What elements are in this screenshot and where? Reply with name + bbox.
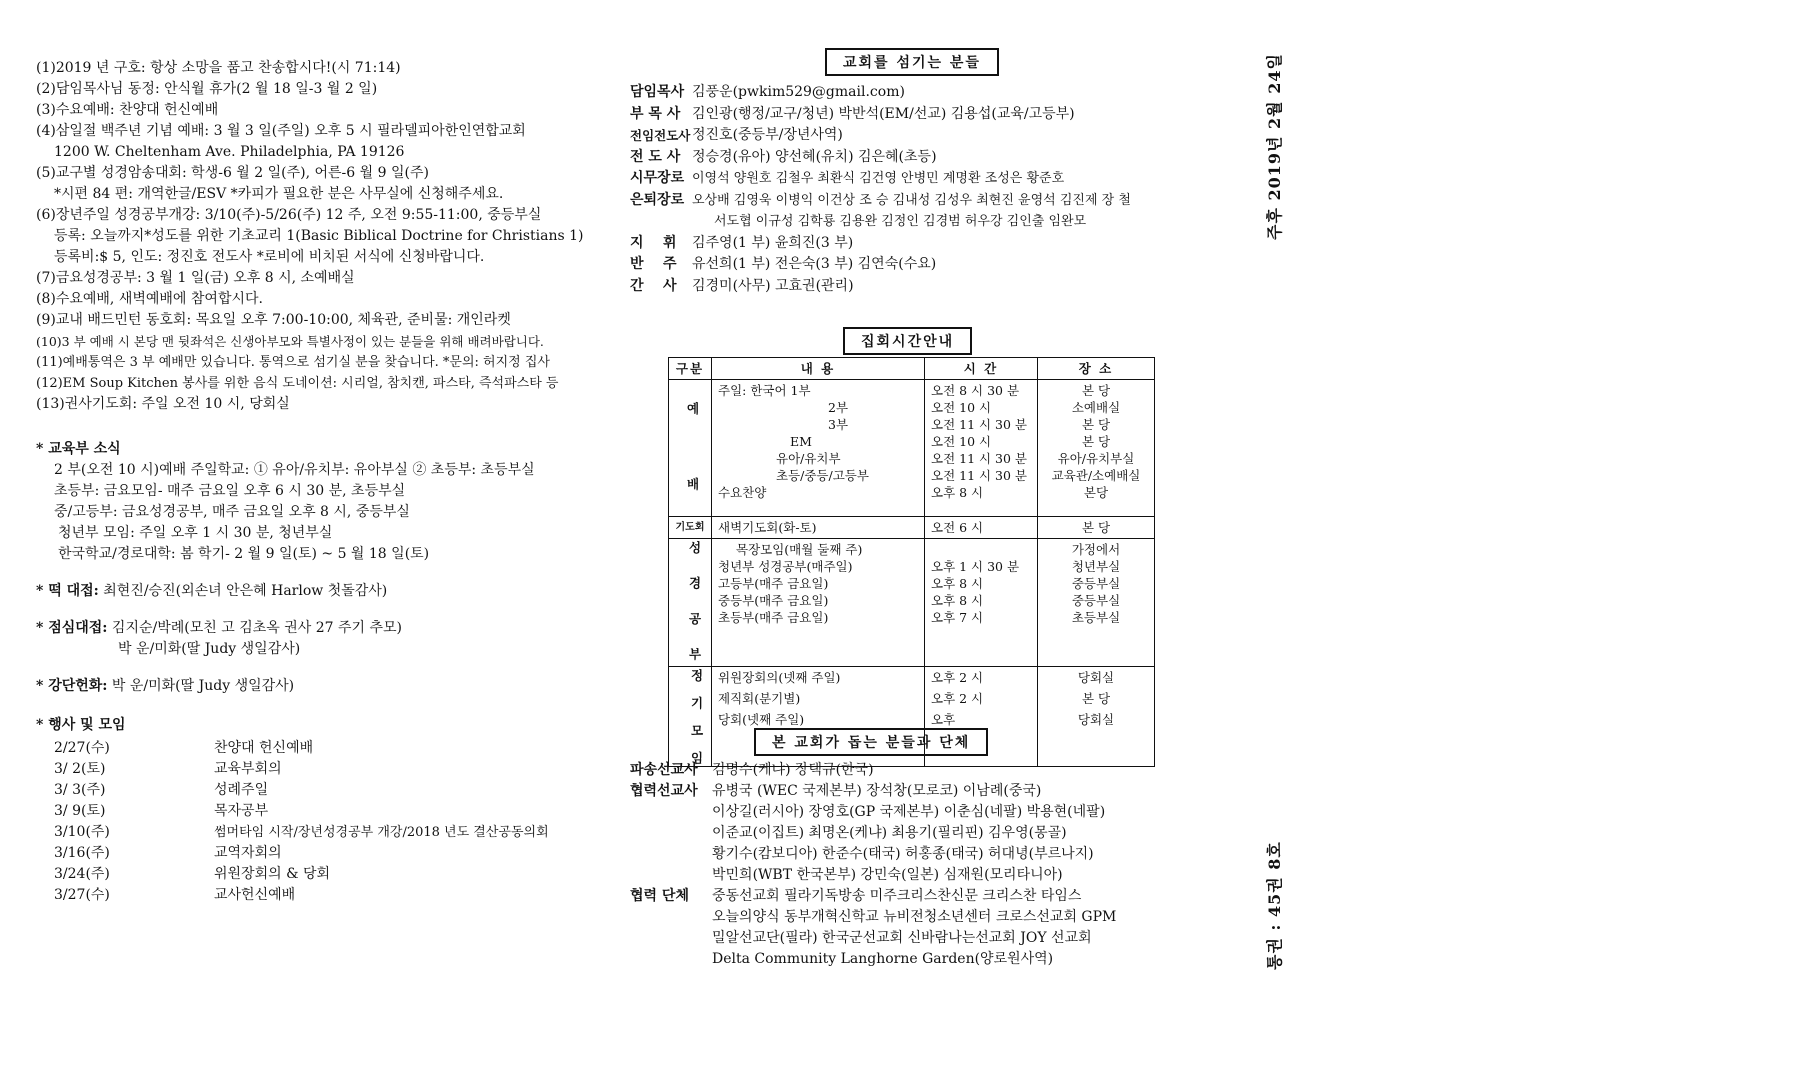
staff-role: 담임목사 [630,84,685,100]
staff-names: 이영석 양원호 김철우 최환식 김건영 안병민 계명환 조성은 황준호 [692,171,1065,186]
event-desc: 교사헌신예배 [214,887,296,903]
staff-names: 서도협 이규성 김학룡 김용완 김정인 김경범 허우강 김인출 임완모 [714,214,1087,229]
schedule-header-row [669,358,1155,380]
bible-time [925,539,1038,667]
notices-column [36,58,596,906]
event-desc: 교육부회의 [214,761,282,777]
bulletin-date: 주후 2019년 2월 24일 [1265,53,1284,240]
mission-names: 오늘의양식 동부개혁신학교 뉴비전청소년센터 크로스선교회 GPM [712,909,1117,925]
mission-names: 이준교(이집트) 최명온(케냐) 최용기(필리핀) 김우영(몽골) [712,825,1067,841]
rice-cake-line [36,581,596,602]
worship-time-line: 오전 8 시 30 분 [931,383,1020,398]
meet-time-line: 오후 2 시 [931,691,984,706]
event-item [36,738,596,759]
staff-names: 유선희(1 부) 전은숙(3 부) 김연숙(수요) [692,256,937,272]
staff-names: 김인광(행정/교구/청년) 박반석(EM/선교) 김용섭(교육/고등부) [692,105,1075,122]
mission-row-continued [630,865,1230,886]
worship-place-line: 본 당 [1081,434,1111,449]
staff-names: 김경미(사무) 고효권(관리) [692,277,854,294]
events-list [36,738,596,906]
staff-title: 교회를 섬기는 분들 [825,48,999,76]
mission-row-continued [630,802,1230,823]
mission-list [630,760,1230,970]
meet-place [1038,667,1155,767]
schedule-title: 집회시간안내 [843,327,972,355]
bible-time-line: 오후 8 시 [931,576,984,591]
event-desc: 썸머타임 시작/장년성경공부 개강/2018 년도 결산공동의회 [214,825,549,840]
dawn-content: 새벽기도회(화-토) [712,517,925,539]
header-category: 구분 [669,358,712,380]
meet-label: 정 기 모 임 [669,667,712,767]
bible-content-line: 청년부 성경공부(매주일) [718,559,853,574]
flowers-label: * 강단헌화: [36,678,108,694]
bible-place-line: 청년부실 [1071,559,1121,574]
mission-names: Delta Community Langhorne Garden(양로원사역) [712,951,1054,967]
bible-place-line: 중등부실 [1071,576,1121,591]
meet-content-line: 당회(넷째 주일) [718,712,805,727]
rice-cake-text: 최현진/승진(외손녀 안은혜 Harlow 첫돌감사) [103,583,388,599]
staff-role: 지 휘 [630,234,677,251]
mission-row-continued [630,928,1230,949]
bible-place [1038,539,1155,667]
event-desc: 위원장회의 & 당회 [214,866,331,882]
staff-row [630,82,1220,104]
notice-6: (6)장년주일 성경공부개강: 3/10(주)-5/26(주) 12 주, 오전 9:55-11:00, 중등부실 [36,207,542,223]
event-date: 3/ 3(주) [54,782,106,798]
meet-content-line: 위원장회의(넷째 주일) [718,670,841,685]
bible-place-line: 중등부실 [1071,593,1121,608]
bible-content-line: 목장모임(매월 둘째 주) [736,542,863,557]
schedule-table [668,357,1155,767]
meet-place-line: 본 당 [1081,691,1111,706]
lunch-text-2: 박 운/미화(딸 Judy 생일감사) [118,641,301,657]
mission-names: 박민희(WBT 한국본부) 강민숙(일본) 심재원(모리타니아) [712,867,1063,883]
worship-place-line: 본 당 [1081,383,1111,398]
worship-content-line: EM [790,434,812,449]
education-title: * 교육부 소식 [36,441,121,457]
notice-4-address: 1200 W. Cheltenham Ave. Philadelphia, PA 19126 [54,144,405,160]
meet-time-line: 오후 [931,712,956,727]
worship-time-line: 오후 8 시 [931,485,984,500]
meet-place-line: 당회실 [1077,712,1115,727]
bible-label: 성 경 공 부 [669,539,712,667]
worship-time-line: 오전 11 시 30 분 [931,468,1028,483]
meet-place-line: 당회실 [1077,670,1115,685]
event-item [36,864,596,885]
event-item [36,801,596,822]
bible-content-line: 중등부(매주 금요일) [718,593,829,608]
worship-label: 예 배 [669,380,712,517]
mission-row-continued [630,823,1230,844]
bible-content-line: 초등부(매주 금요일) [718,610,829,625]
notice-5-detail: *시편 84 편: 개역한글/ESV *카피가 필요한 분은 사무실에 신청해주세요. [54,186,504,202]
notice-5: (5)교구별 성경암송대회: 학생-6 월 2 일(주), 어른-6 월 9 일(주) [36,165,429,181]
education-line-5: 한국학교/경로대학: 봄 학기- 2 월 9 일(토) ~ 5 월 18 일(토) [58,546,430,562]
dawn-time: 오전 6 시 [925,517,1038,539]
event-date: 3/16(주) [54,845,110,861]
mission-title: 본 교회가 돕는 분들과 단체 [754,728,988,756]
staff-row [630,125,1220,147]
staff-role: 부 목 사 [630,105,681,122]
education-line-2: 초등부: 금요모임- 매주 금요일 오후 6 시 30 분, 초등부실 [54,483,406,499]
notice-2: (2)담임목사님 동정: 안식월 휴가(2 월 18 일-3 월 2 일) [36,81,378,97]
worship-time-line: 오전 11 시 30 분 [931,451,1028,466]
schedule-row-worship [669,380,1155,517]
mission-row-continued [630,949,1230,970]
worship-place-line: 소예배실 [1071,400,1121,415]
flowers-line [36,676,596,697]
event-desc: 성례주일 [214,782,269,798]
events-title: * 행사 및 모임 [36,717,126,733]
mission-category: 협력 단체 [630,888,689,904]
staff-row [630,276,1220,298]
staff-row [630,254,1220,276]
staff-names: 김풍운(pwkim529@gmail.com) [692,84,905,100]
mission-row [630,781,1230,802]
staff-row [630,233,1220,255]
event-date: 3/10(주) [54,824,110,840]
schedule-row-bible [669,539,1155,667]
worship-content-line: 초등/중등/고등부 [776,468,869,483]
mission-names: 황기수(캄보디아) 한준수(태국) 허홍종(태국) 허대녕(부르나지) [712,846,1094,862]
bible-place-line: 초등부실 [1071,610,1121,625]
notice-6-detail-1: 등록: 오늘까지*성도를 위한 기초교리 1(Basic Biblical Doctrine for Christians 1) [54,228,584,244]
mission-names: 유병국 (WEC 국제본부) 장석창(모로코) 이남례(중국) [712,783,1042,799]
mission-row-continued [630,907,1230,928]
event-date: 2/27(수) [54,740,110,756]
worship-time-line: 오전 10 시 [931,434,992,449]
event-date: 3/ 2(토) [54,761,106,777]
notice-10: (10)3 부 예배 시 본당 맨 뒷좌석은 신생아부모와 특별사정이 있는 분들을 위해 배려바랍니다. [36,334,544,349]
notice-6-detail-2: 등록비:$ 5, 인도: 정진호 전도사 *로비에 비치된 서식에 신청바랍니다. [54,249,485,265]
event-item [36,843,596,864]
bible-place-line: 가정에서 [1071,542,1121,557]
lunch-label: * 점심대접: [36,620,108,636]
staff-role: 은퇴장로 [630,191,685,208]
staff-names: 정승경(유아) 양선혜(유치) 김은혜(초등) [692,148,937,165]
lunch-text: 김지순/박례(모친 고 김초옥 권사 27 주기 추모) [111,620,402,636]
header-time: 시 간 [925,358,1038,380]
worship-time [925,380,1038,517]
mission-names: 중동선교회 필라기독방송 미주크리스찬신문 크리스찬 타임스 [712,888,1082,904]
meet-content-line: 제직회(분기별) [718,691,801,706]
dawn-place: 본 당 [1038,517,1155,539]
dawn-label: 기도회 [669,517,712,539]
mission-row [630,886,1230,907]
staff-row [630,190,1220,212]
staff-role: 전임전도사 [630,128,691,143]
notice-3: (3)수요예배: 찬양대 헌신예배 [36,102,219,118]
worship-time-line: 오전 10 시 [931,400,992,415]
education-line-3: 중/고등부: 금요성경공부, 매주 금요일 오후 8 시, 중등부실 [54,504,410,520]
mission-row [630,760,1230,781]
worship-content-line: 2부 [828,400,849,415]
mission-names: 밀알선교단(필라) 한국군선교회 신바람나는선교회 JOY 선교회 [712,930,1092,946]
education-line-4: 청년부 모임: 주일 오후 1 시 30 분, 청년부실 [58,525,333,541]
event-desc: 찬양대 헌신예배 [214,740,314,756]
event-item [36,780,596,801]
notice-4: (4)삼일절 백주년 기념 예배: 3 월 3 일(주일) 오후 5 시 필라델피아한인연합교회 [36,123,526,139]
event-item [36,885,596,906]
staff-row [630,147,1220,169]
worship-time-line: 오전 11 시 30 분 [931,417,1028,432]
notice-11: (11)예배통역은 3 부 예배만 있습니다. 통역으로 섬기실 분을 찾습니다. *문의: 허지정 집사 [36,355,550,370]
worship-content [712,380,925,517]
worship-place-line: 유아/유치부실 [1057,451,1135,466]
bible-content-line: 고등부(매주 금요일) [718,576,829,591]
bible-time-line [931,541,1031,558]
event-date: 3/27(수) [54,887,110,903]
staff-role: 시무장로 [630,170,685,186]
event-desc: 목자공부 [214,803,269,819]
notice-8: (8)수요예배, 새벽예배에 참여합시다. [36,291,263,307]
worship-place-line: 교육관/소예배실 [1051,468,1141,483]
education-line-1: 2 부(오전 10 시)예배 주일학교: ① 유아/유치부: 유아부실 ② 초등부: 초등부실 [54,462,535,478]
worship-content-line: 3부 [828,417,849,432]
bible-time-line: 오후 1 시 30 분 [931,559,1020,574]
staff-row [630,168,1220,190]
event-date: 3/24(주) [54,866,110,882]
notice-1: (1)2019 년 구호: 항상 소망을 품고 찬송합시다!(시 71:14) [36,60,401,76]
event-desc: 교역자회의 [214,845,282,861]
worship-place-line: 본당 [1083,485,1109,500]
header-place: 장 소 [1038,358,1155,380]
header-content: 내 용 [712,358,925,380]
staff-names: 오상배 김영욱 이병익 이건상 조 승 김내성 김성우 최현진 윤영석 김진제 장 철 [692,192,1131,208]
mission-row-continued [630,844,1230,865]
bible-time-line: 오후 8 시 [931,593,984,608]
staff-list [630,82,1220,297]
staff-names: 정진호(중등부/장년사역) [692,127,843,143]
bible-content [712,539,925,667]
mission-category: 파송선교사 [630,762,698,778]
staff-names: 김주영(1 부) 윤희진(3 부) [692,234,854,251]
staff-role: 전 도 사 [630,148,681,165]
schedule-row-dawn [669,517,1155,539]
notice-13: (13)권사기도회: 주일 오전 10 시, 당회실 [36,396,290,412]
bible-time-line: 오후 7 시 [931,610,984,625]
staff-row [630,104,1220,126]
mission-category: 협력선교사 [630,783,698,799]
mission-names: 이상길(러시아) 장영호(GP 국제본부) 이춘심(네팔) 박용현(네팔) [712,804,1106,820]
notice-7: (7)금요성경공부: 3 월 1 일(금) 오후 8 시, 소예배실 [36,270,355,286]
worship-place-line: 본 당 [1081,417,1111,432]
event-date: 3/ 9(토) [54,803,106,819]
worship-content-line: 수요찬양 [718,485,767,500]
flowers-text: 박 운/미화(딸 Judy 생일감사) [111,678,295,694]
event-item [36,759,596,780]
worship-content-line: 주일: 한국어 1부 [718,383,811,398]
notice-12: (12)EM Soup Kitchen 봉사를 위한 음식 도네이션: 시리얼, 참치캔, 파스타, 즉석파스타 등 [36,376,559,391]
staff-role: 반 주 [630,256,677,272]
meet-time-line: 오후 2 시 [931,670,984,685]
worship-place [1038,380,1155,517]
worship-content-line: 유아/유치부 [776,451,841,466]
rice-cake-label: * 떡 대접: [36,583,99,599]
lunch-line [36,618,596,639]
issue-number: 통권 : 45권 8호 [1265,841,1284,970]
notice-9: (9)교내 배드민턴 동호회: 목요일 오후 7:00-10:00, 체육관, 준비물: 개인라켓 [36,312,511,328]
mission-names: 김명수(케냐) 장택규(한국) [712,762,874,778]
staff-row-continued [630,211,1220,233]
staff-role: 간 사 [630,277,677,294]
event-item [36,822,596,843]
